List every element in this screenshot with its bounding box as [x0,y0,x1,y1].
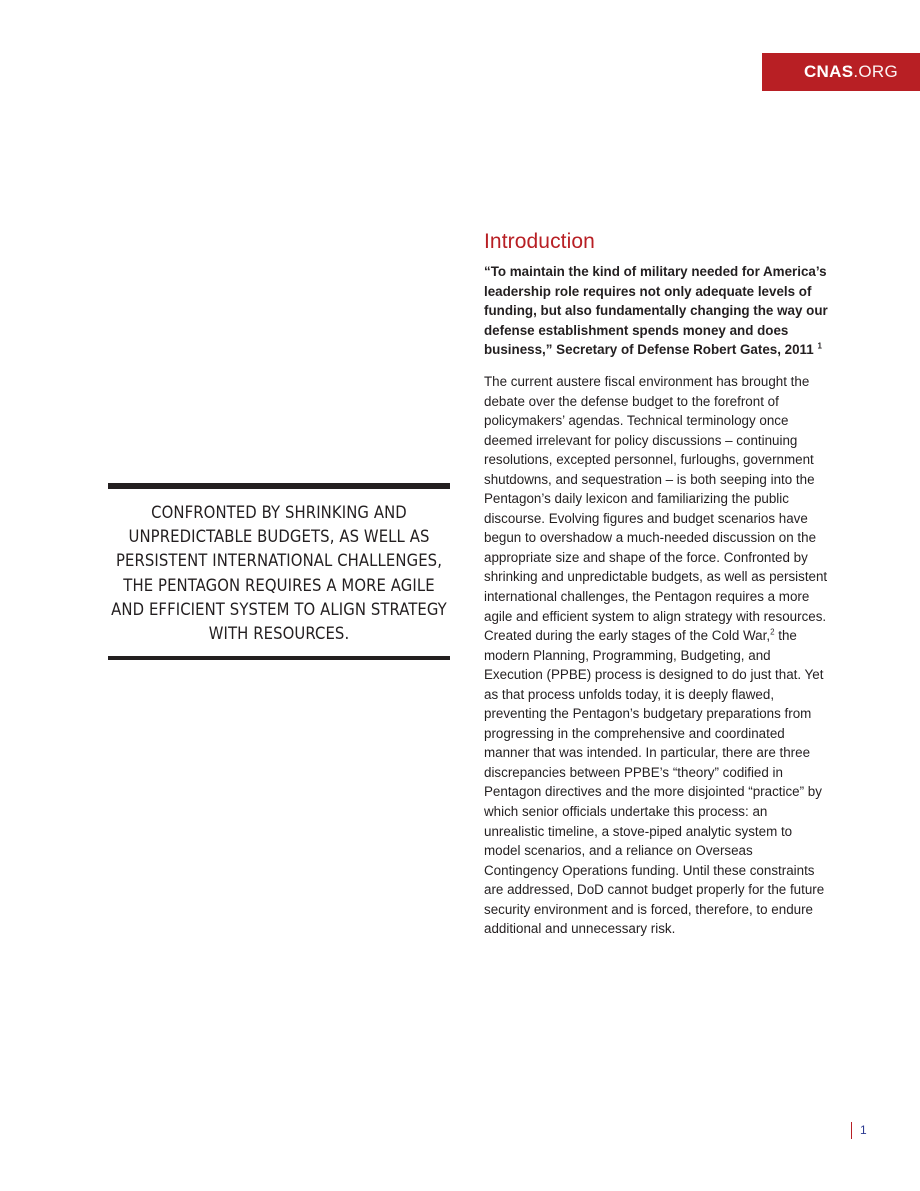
brand-name: CNAS [803,62,854,81]
article-column [484,228,829,939]
section-heading: Introduction [484,230,595,253]
pull-quote-bottom-rule [108,656,450,660]
footnote-ref-2[interactable]: 2 [770,627,775,637]
pull-quote-text: CONFRONTED BY SHRINKING AND UNPREDICTABLE BUDGETS, AS WELL AS PERSISTENT INTERNATIONAL CHALLENGES, THE PENTAGON REQUIRES A MORE AGILE AND EFFICIENT SYSTEM TO ALIGN STRATEGY WITH RESOURCES. [111,503,447,644]
body-text-part-1: The current austere fiscal environment has brought the debate over the defense budget to the forefront of policymakers’ agendas. Technical terminology once deemed irrelevant for policy discussions – continuing resolutions, excepted personnel, furloughs, government shutdowns, and sequestration – is both seeping into the Pentagon’s daily lexicon and familiarizing the public discourse. Evolving figures and budget scenarios have begun to overshadow a much-needed discussion on the appropriate size and shape of the force. Confronted by shrinking and unpredictable budgets, as well as persistent international challenges, the Pentagon requires a more agile and efficient system to align strategy with resources. Created during the early stages of the Cold War, [484,373,828,644]
pull-quote [108,483,450,660]
opening-quote-text: “To maintain the kind of military needed for America’s leadership role requires not only adequate levels of funding, but also fundamentally changing the way our defense establishment spends money and does business,” Secretary of Defense Robert Gates, 2011 [484,264,828,358]
pull-quote-top-rule [108,483,450,489]
cnas-brand-tab[interactable] [762,53,920,91]
brand-domain: .ORG [853,62,898,81]
page-number: 1 [851,1122,867,1139]
footnote-ref-1[interactable]: 1 [817,341,822,351]
opening-quote [484,262,829,360]
body-text-part-2: the modern Planning, Programming, Budgeting, and Execution (PPBE) process is designed to do just that. Yet as that process unfolds today, it is deeply flawed, preventing the Pentagon’s budgetary preparations from progressing in the comprehensive and coordinated manner that was intended. In particular, there are three discrepancies between PPBE’s “theory” codified in Pentagon directives and the more disjointed “practice” by which senior officials undertake this process: an unrealistic timeline, a stove-piped analytic system to model scenarios, and a reliance on Overseas Contingency Operations funding. Until these constraints are addressed, DoD cannot budget properly for the future security environment and is forced, therefore, to endure additional and unnecessary risk. [484,628,825,937]
body-paragraph [484,372,829,939]
